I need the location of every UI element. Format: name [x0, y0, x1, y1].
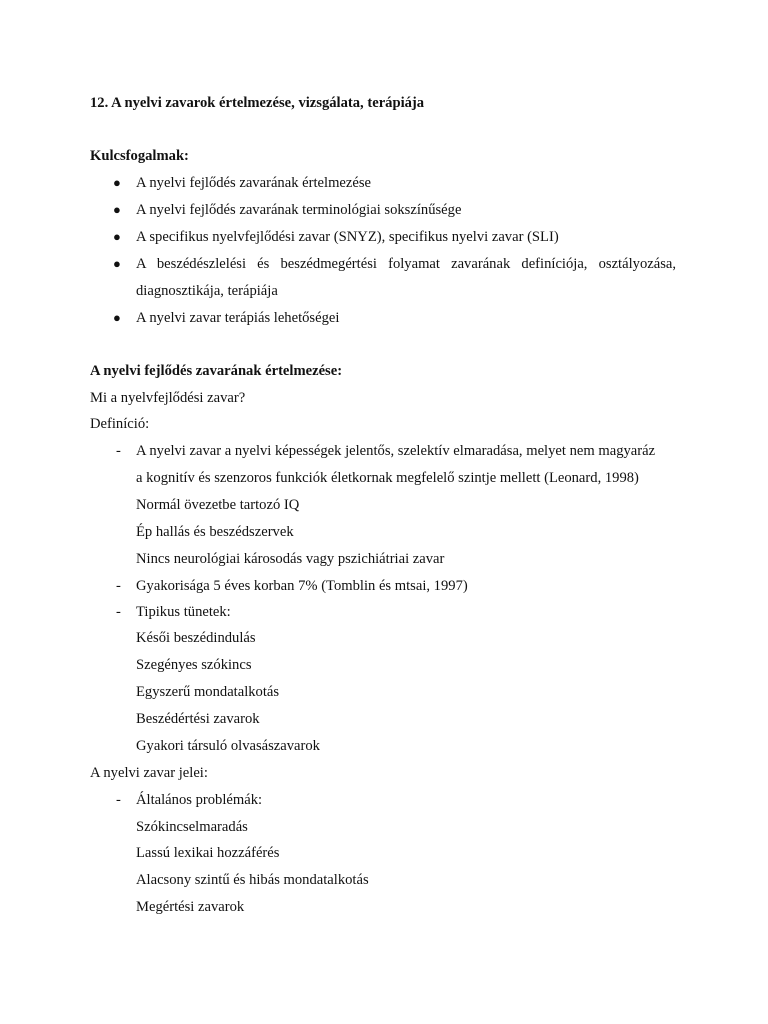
dash-marker: - — [116, 578, 121, 594]
definition-line: Normál övezetbe tartozó IQ — [136, 497, 300, 513]
general-item: Alacsony szintű és hibás mondatalkotás — [136, 872, 369, 888]
general-label: Általános problémák: — [136, 792, 263, 808]
symptoms-label: Tipikus tünetek: — [136, 604, 231, 620]
bullet-marker: ● — [113, 229, 121, 244]
document-title: 12. A nyelvi zavarok értelmezése, vizsgálata, terápiája — [90, 95, 425, 111]
definition-line: a kognitív és szenzoros funkciók életkornak megfelelő szintje mellett (Leonard, 1998) — [136, 470, 639, 486]
dash-marker: - — [116, 443, 121, 459]
section-heading: A nyelvi fejlődés zavarának értelmezése: — [90, 363, 343, 379]
definition-label: Definíció: — [90, 416, 150, 432]
general-item: Megértési zavarok — [136, 899, 245, 915]
question-text: Mi a nyelvfejlődési zavar? — [90, 390, 246, 406]
keywords-heading: Kulcsfogalmak: — [90, 148, 189, 164]
keyword-item-continuation: diagnosztikája, terápiája — [136, 283, 278, 299]
keyword-item: A nyelvi zavar terápiás lehetőségei — [136, 310, 340, 326]
bullet-marker: ● — [113, 175, 121, 190]
general-item: Lassú lexikai hozzáférés — [136, 845, 280, 861]
definition-line: Ép hallás és beszédszervek — [136, 524, 294, 540]
general-item: Szókincselmaradás — [136, 819, 248, 835]
keyword-item: A beszédészlelési és beszédmegértési folyamat zavarának definíciója, osztályozása, — [136, 256, 676, 272]
symptom-item: Gyakori társuló olvasászavarok — [136, 738, 320, 754]
symptom-item: Beszédértési zavarok — [136, 711, 260, 727]
keyword-item: A nyelvi fejlődés zavarának terminológiai sokszínűsége — [136, 202, 462, 218]
dash-marker: - — [116, 792, 121, 808]
dash-marker: - — [116, 604, 121, 620]
bullet-marker: ● — [113, 202, 121, 217]
definition-line: Nincs neurológiai károsodás vagy pszichiátriai zavar — [136, 551, 445, 567]
bullet-marker: ● — [113, 256, 121, 271]
signs-heading: A nyelvi zavar jelei: — [90, 765, 208, 781]
keyword-item: A specifikus nyelvfejlődési zavar (SNYZ), specifikus nyelvi zavar (SLI) — [136, 229, 559, 245]
definition-line: A nyelvi zavar a nyelvi képességek jelentős, szelektív elmaradása, melyet nem magyaráz — [136, 443, 656, 459]
bullet-marker: ● — [113, 310, 121, 325]
symptom-item: Késői beszédindulás — [136, 630, 256, 646]
symptom-item: Szegényes szókincs — [136, 657, 252, 673]
keyword-item: A nyelvi fejlődés zavarának értelmezése — [136, 175, 372, 191]
frequency-line: Gyakorisága 5 éves korban 7% (Tomblin és mtsai, 1997) — [136, 578, 468, 594]
symptom-item: Egyszerű mondatalkotás — [136, 684, 280, 700]
